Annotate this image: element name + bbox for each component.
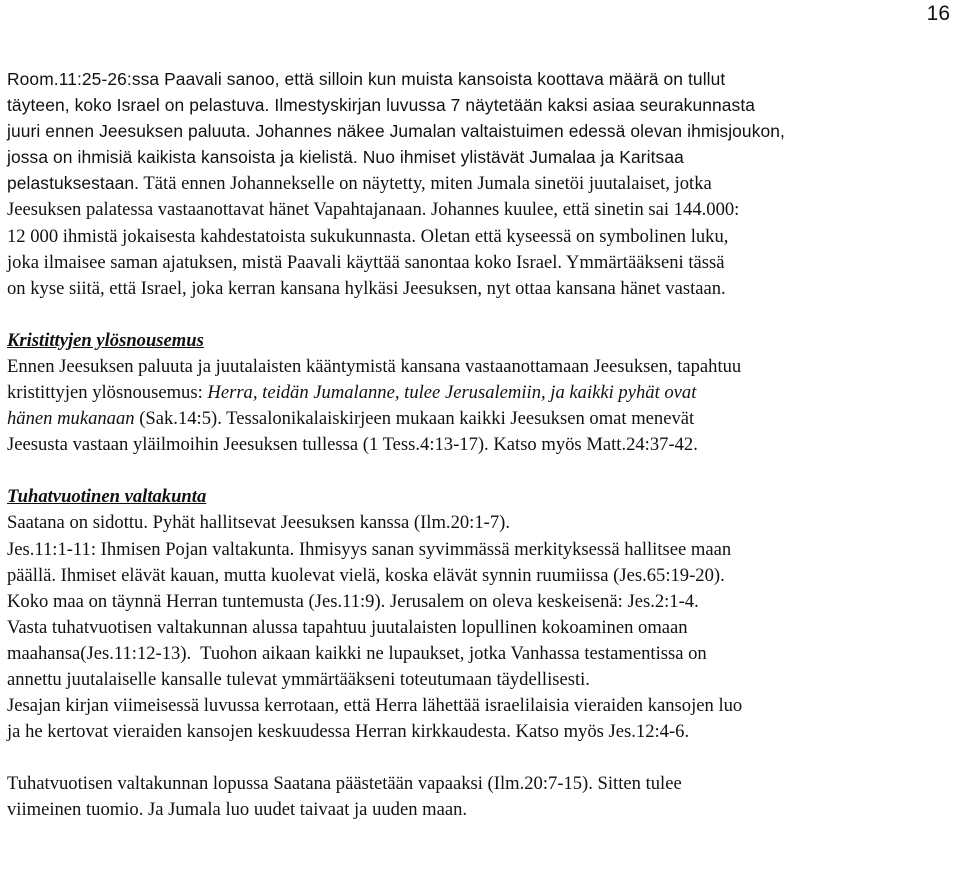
section-rapture bbox=[7, 328, 955, 458]
text-line: päällä. Ihmiset elävät kauan, mutta kuolevat vielä, koska elävät synnin ruumiissa (Jes.65:19-20). bbox=[7, 564, 725, 586]
text-span: kristittyjen ylösnousemus: bbox=[7, 382, 208, 404]
text-line: Jeesusta vastaan yläilmoihin Jeesuksen tullessa (1 Tess.4:13-17). Katso myös Matt.24:37-42. bbox=[7, 434, 698, 456]
page-number: 16 bbox=[926, 2, 950, 25]
document-body bbox=[7, 66, 955, 823]
text-line: Jes.11:1-11: Ihmisen Pojan valtakunta. Ihmisyys sanan syvimmässä merkityksessä hallitsee maan bbox=[7, 538, 732, 560]
text-line bbox=[7, 406, 955, 432]
section-millennium bbox=[7, 484, 955, 745]
paragraph-gap bbox=[7, 745, 955, 771]
text-line: on kyse siitä, että Israel, joka kerran kansana hylkäsi Jeesuksen, nyt ottaa kansana hänet vastaan. bbox=[7, 277, 726, 299]
text-line: Jeesuksen palatessa vastaanottavat hänet Vapahtajanaan. Johannes kuulee, että sinetin sai 144.000: bbox=[7, 199, 740, 221]
section-heading: Kristittyjen ylösnousemus bbox=[7, 329, 204, 351]
text-line: Tuhatvuotisen valtakunnan lopussa Saatana päästetään vapaaksi (Ilm.20:7-15). Sitten tulee bbox=[7, 773, 682, 795]
text-line: Vasta tuhatvuotisen valtakunnan alussa tapahtuu juutalaisten lopullinen kokoaminen omaan bbox=[7, 616, 688, 638]
text-line: juuri ennen Jeesuksen paluuta. Johannes näkee Jumalan valtaistuimen edessä olevan ihmisjoukon, bbox=[7, 121, 785, 142]
text-span: pelastuksestaan. bbox=[7, 173, 140, 194]
intro-paragraph bbox=[7, 66, 955, 302]
text-line: Ennen Jeesuksen paluuta ja juutalaisten kääntymistä kansana vastaanottamaan Jeesuksen, tapahtuu bbox=[7, 355, 742, 377]
text-line: jossa on ihmisiä kaikista kansoista ja kielistä. Nuo ihmiset ylistävät Jumalaa ja Karitsaa bbox=[7, 147, 684, 168]
paragraph-gap bbox=[7, 302, 955, 328]
text-line: ja he kertovat vieraiden kansojen keskuudessa Herran kirkkaudesta. Katso myös Jes.12:4-6. bbox=[7, 721, 690, 743]
closing-paragraph bbox=[7, 771, 955, 823]
text-line bbox=[7, 170, 955, 197]
text-line: Koko maa on täynnä Herran tuntemusta (Jes.11:9). Jerusalem on oleva keskeisenä: Jes.2:1-4. bbox=[7, 590, 699, 612]
paragraph-gap bbox=[7, 458, 955, 484]
text-line: joka ilmaisee saman ajatuksen, mistä Paavali käyttää sanontaa koko Israel. Ymmärtääkseni tässä bbox=[7, 251, 725, 273]
text-line: 12 000 ihmistä jokaisesta kahdestatoista sukukunnasta. Oletan että kyseessä on symbolinen luku, bbox=[7, 225, 729, 247]
text-line: maahansa(Jes.11:12-13). Tuohon aikaan kaikki ne lupaukset, jotka Vanhassa testamentissa on bbox=[7, 642, 707, 664]
text-line: Saatana on sidottu. Pyhät hallitsevat Jeesuksen kanssa (Ilm.20:1-7). bbox=[7, 512, 510, 534]
text-line: viimeinen tuomio. Ja Jumala luo uudet taivaat ja uuden maan. bbox=[7, 799, 468, 821]
text-line: Jesajan kirjan viimeisessä luvussa kerrotaan, että Herra lähettää israelilaisia vieraiden kansojen luo bbox=[7, 695, 743, 717]
text-span: (Sak.14:5). Tessalonikalaiskirjeen mukaan kaikki Jeesuksen omat menevät bbox=[134, 408, 695, 430]
text-line: annettu juutalaiselle kansalle tulevat ymmärtääkseni toteutumaan täydellisesti. bbox=[7, 668, 590, 690]
quote-span: hänen mukanaan bbox=[7, 408, 135, 430]
text-line bbox=[7, 380, 955, 406]
quote-span: Herra, teidän Jumalanne, tulee Jerusalemiin, ja kaikki pyhät ovat bbox=[207, 382, 697, 404]
text-line: täyteen, koko Israel on pelastuva. Ilmestyskirjan luvussa 7 näytetään kaksi asiaa seurakunnasta bbox=[7, 95, 756, 116]
text-span: Tätä ennen Johannekselle on näytetty, miten Jumala sinetöi juutalaiset, jotka bbox=[139, 173, 712, 195]
section-heading: Tuhatvuotinen valtakunta bbox=[7, 486, 207, 508]
text-line: Room.11:25-26:ssa Paavali sanoo, että silloin kun muista kansoista koottava määrä on tullut bbox=[7, 69, 726, 89]
